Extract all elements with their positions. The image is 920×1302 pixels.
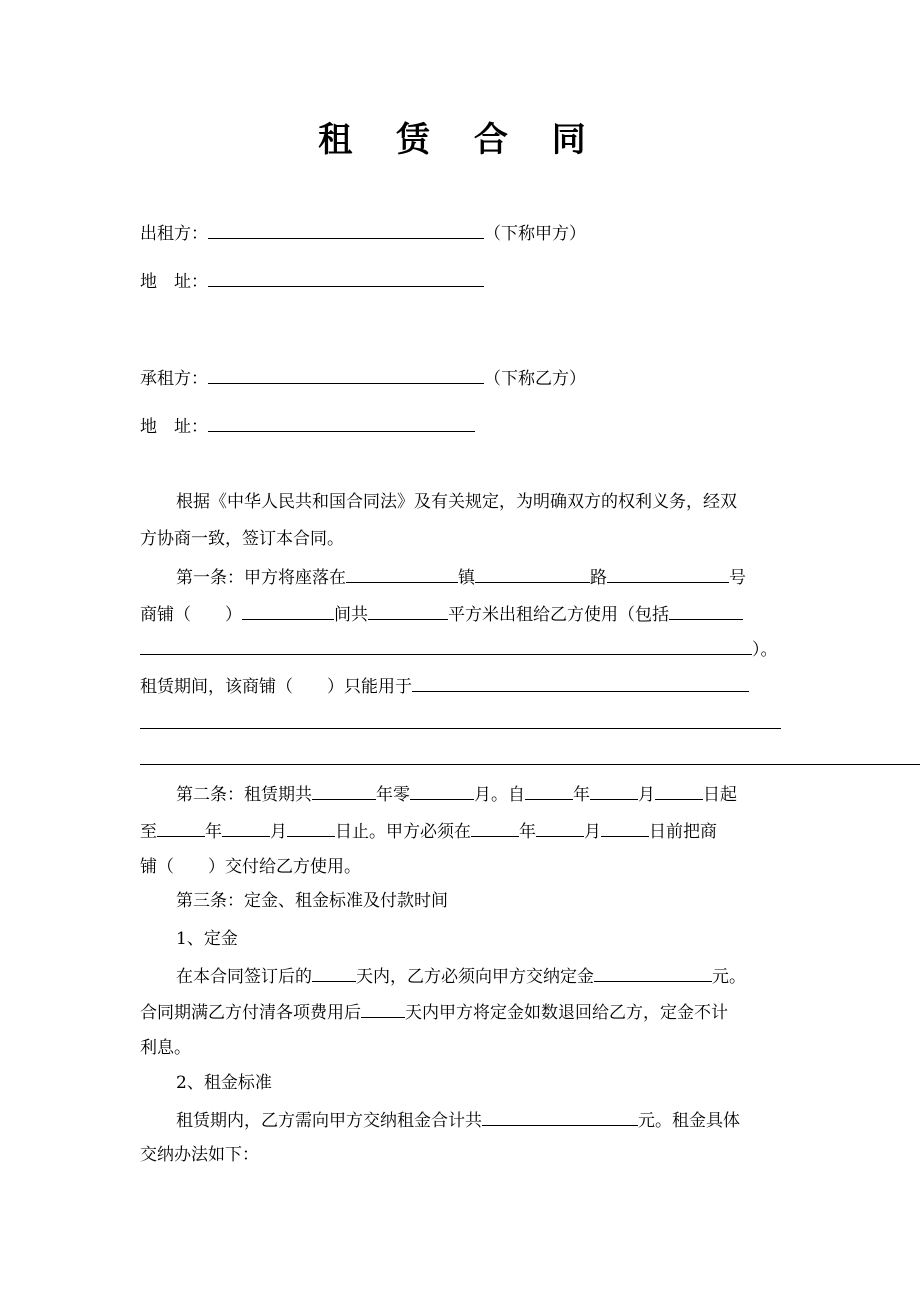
deposit-line-2 [140,999,728,1025]
article1-line-4 [140,673,749,699]
lessor-line [140,220,586,246]
article1-text: 号 [729,568,746,588]
area-blank[interactable] [368,601,448,620]
end-year-blank[interactable] [157,818,205,837]
article1-text: ）。 [752,640,778,660]
rent-line-2: 交纳办法如下： [140,1145,259,1165]
article2-text: 月 [584,822,601,842]
lessee-label: 承租方： [140,369,208,389]
deposit-text: 天内，乙方必须向甲方交纳定金 [356,967,594,987]
article3-sub2: 2、租金标准 [176,1073,272,1093]
lessee-address-blank[interactable] [208,413,475,432]
deposit-line-1 [176,963,746,989]
location-blank[interactable] [346,564,458,583]
article2-text: 月 [638,785,655,805]
article2-line-2 [140,818,717,844]
rent-text: 租赁期内，乙方需向甲方交纳租金合计共 [176,1111,482,1131]
refund-days-blank[interactable] [361,999,405,1018]
intro-line-2: 方协商一致，签订本合同。 [140,529,344,549]
article1-text: 商铺（ ） [140,605,242,625]
article2-text: 月 [270,822,287,842]
lessee-name-blank[interactable] [208,365,484,384]
term-years-blank[interactable] [312,781,376,800]
usage-blank[interactable] [412,673,749,692]
lessee-line [140,365,586,391]
article2-line-3: 铺（ ）交付给乙方使用。 [140,857,361,877]
usage-blank-line-3[interactable] [140,764,920,765]
rooms-blank[interactable] [242,601,334,620]
start-day-blank[interactable] [655,781,703,800]
handover-year-blank[interactable] [471,818,519,837]
start-year-blank[interactable] [525,781,573,800]
handover-month-blank[interactable] [536,818,584,837]
usage-blank-line-2[interactable] [140,728,781,729]
lessee-address-label: 地 址： [140,417,208,437]
article2-text: 第二条：租赁期共 [176,785,312,805]
intro-line-1: 根据《中华人民共和国合同法》及有关规定，为明确双方的权利义务，经双 [176,492,737,512]
article2-text: 日前把商 [649,822,717,842]
lessor-note: （下称甲方） [484,224,586,244]
article2-text: 年 [573,785,590,805]
article1-text: 镇 [458,568,475,588]
deposit-text: 元。 [712,967,746,987]
rent-line-1 [176,1107,740,1133]
deposit-text: 合同期满乙方付清各项费用后 [140,1003,361,1023]
rent-total-blank[interactable] [482,1107,638,1126]
document-title: 租 赁 合 同 [318,120,602,160]
article1-line-3 [140,636,778,662]
article1-line-2 [140,601,743,627]
lessee-address-line [140,413,475,439]
term-months-blank[interactable] [410,781,474,800]
deposit-amount-blank[interactable] [594,963,712,982]
article2-text: 月。自 [474,785,525,805]
lessor-address-label: 地 址： [140,272,208,292]
lessor-label: 出租方： [140,224,208,244]
including-continued-blank[interactable] [140,636,752,655]
deposit-days-blank[interactable] [312,963,356,982]
article2-text: 年零 [376,785,410,805]
handover-day-blank[interactable] [601,818,649,837]
article1-text: 第一条：甲方将座落在 [176,568,346,588]
article2-text: 年 [205,822,222,842]
lessor-address-blank[interactable] [208,268,484,287]
article2-text: 日止。甲方必须在 [335,822,471,842]
article3-heading: 第三条：定金、租金标准及付款时间 [176,891,448,911]
deposit-text: 天内甲方将定金如数退回给乙方，定金不计 [405,1003,728,1023]
article1-text: 租赁期间，该商铺（ ）只能用于 [140,677,412,697]
end-day-blank[interactable] [287,818,335,837]
end-month-blank[interactable] [222,818,270,837]
article1-text: 路 [590,568,607,588]
article3-sub1: 1、定金 [176,929,238,949]
article1-line-1 [176,564,746,590]
article2-text: 日起 [703,785,737,805]
article2-line-1 [176,781,737,807]
deposit-text: 在本合同签订后的 [176,967,312,987]
start-month-blank[interactable] [590,781,638,800]
road-blank[interactable] [607,564,729,583]
article1-text: 间共 [334,605,368,625]
article2-text: 至 [140,822,157,842]
article1-text: 平方米出租给乙方使用（包括 [448,605,669,625]
lessee-note: （下称乙方） [484,369,586,389]
lessor-name-blank[interactable] [208,220,484,239]
rent-text: 元。租金具体 [638,1111,740,1131]
lessor-address-line [140,268,484,294]
deposit-line-3: 利息。 [140,1038,191,1058]
including-blank[interactable] [669,601,743,620]
town-blank[interactable] [475,564,590,583]
article2-text: 年 [519,822,536,842]
